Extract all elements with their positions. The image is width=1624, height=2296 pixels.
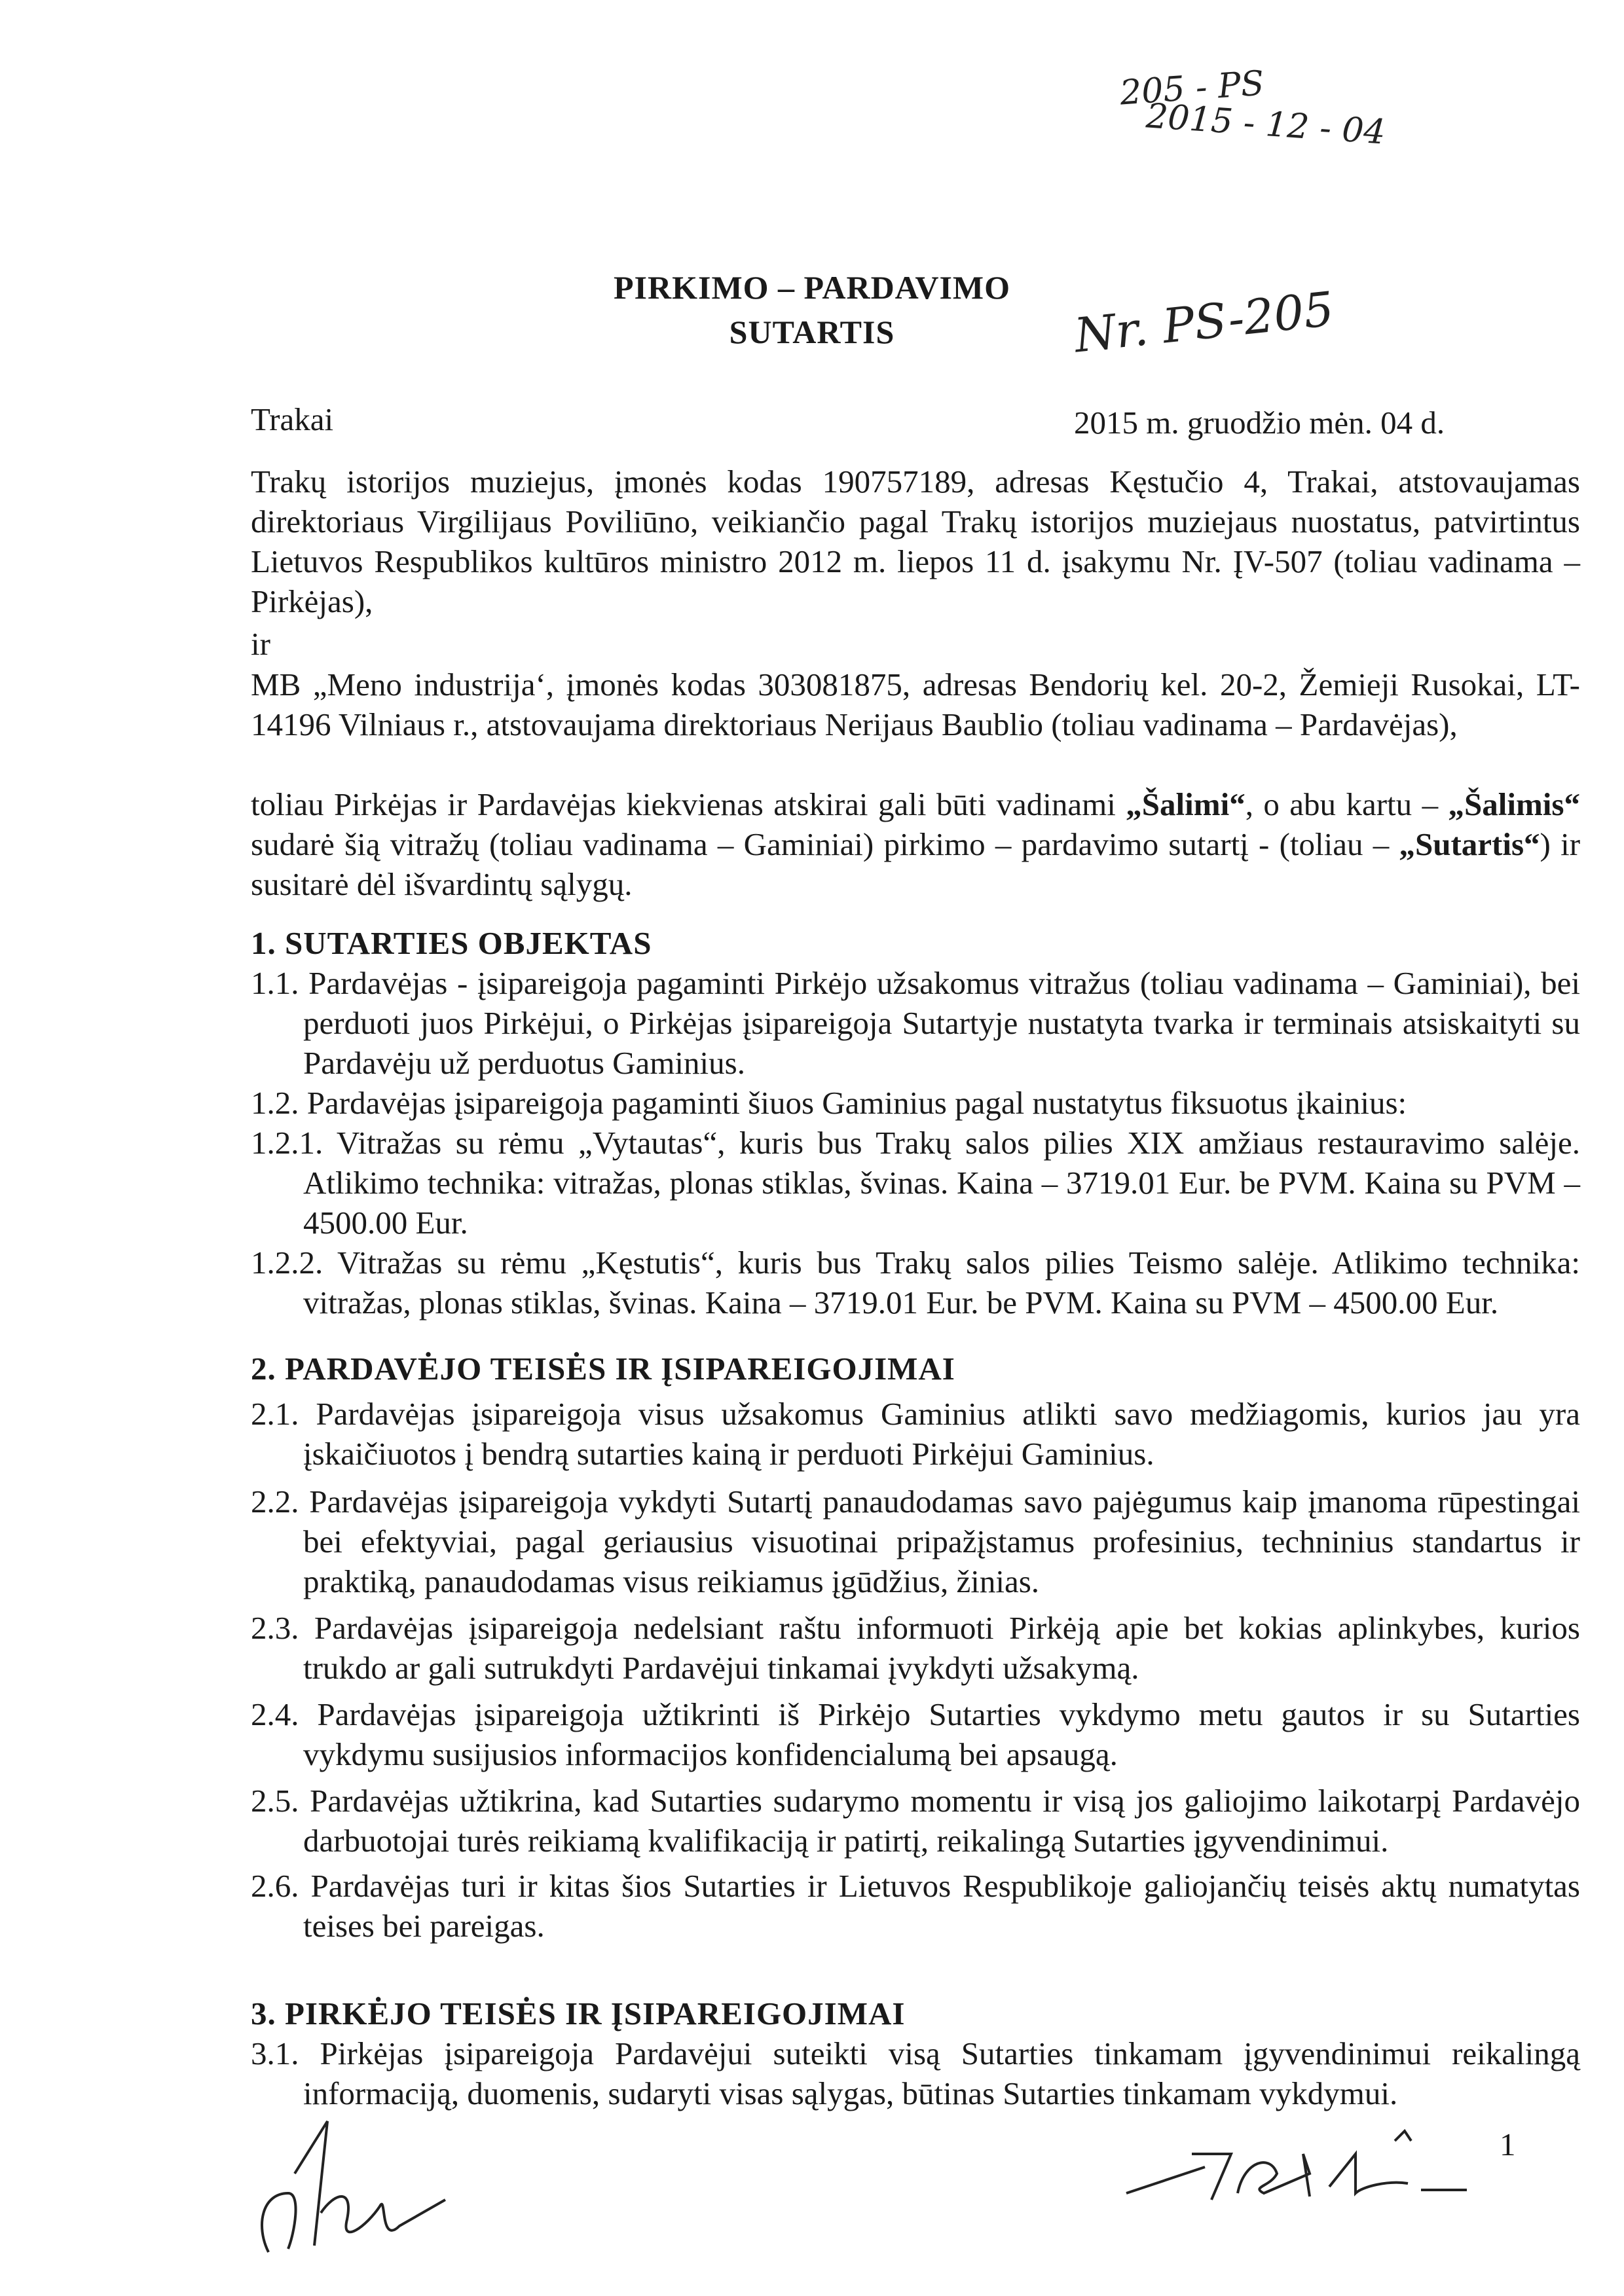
title-line-2: SUTARTIS	[729, 314, 895, 350]
section-heading: 2. PARDAVĖJO TEISĖS IR ĮSIPAREIGOJIMAI	[251, 1351, 955, 1387]
party-seller: MB „Meno industrija‘, įmonės kodas 303081875, adresas Bendorių kel. 20-2, Žemieji Rusokai, LT-14196 Vilniaus r., atstovaujama direktoriaus Nerijaus Baublio (toliau vadinama – Pardavėjas),	[251, 666, 1580, 742]
clause: 1.1. Pardavėjas - įsipareigoja pagaminti Pirkėjo užsakomus vitražus (toliau vadinama – Gaminiai), bei perduoti juos Pirkėjui, o Pirkėjas įsipareigoja Sutartyje nustatyta tvarka ir terminais atsiskaityti su Pardavėju už perduotus Gaminius.	[251, 965, 1580, 1081]
signature-seller	[1113, 2128, 1480, 2219]
clause: 1.2. Pardavėjas įsipareigoja pagaminti šiuos Gaminius pagal nustatytus fiksuotus įkainius:	[251, 1085, 1407, 1121]
clause: 2.6. Pardavėjas turi ir kitas šios Sutarties ir Lietuvos Respublikoje galiojančių teisės aktų numatytas teises bei pareigas.	[251, 1868, 1580, 1944]
intro-bold: „Sutartis“	[1399, 826, 1540, 862]
section-heading: 3. PIRKĖJO TEISĖS IR ĮSIPAREIGOJIMAI	[251, 1995, 906, 2032]
intro-text: , o abu kartu –	[1245, 786, 1449, 822]
and-conjunction: ir	[251, 626, 270, 662]
clause: 2.5. Pardavėjas užtikrina, kad Sutarties sudarymo momentu ir visą jos galiojimo laikotarpį Pardavėjo darbuotojai turės reikiamą kvalifikaciją ir patirtį, reikalingą Sutarties įgyvendinimui.	[251, 1783, 1580, 1859]
handwritten-registration-number: 205 - PS	[1118, 64, 1266, 113]
handwritten-registration-date: 2015 - 12 - 04	[1145, 96, 1387, 153]
handwritten-contract-number: Nr. PS-205	[1071, 281, 1337, 363]
clause: 2.2. Pardavėjas įsipareigoja vykdyti Sutartį panaudodamas savo pajėgumus kaip įmanoma rūpestingai bei efektyviai, pagal geriausius visuotinai pripažįstamus profesinius, techninius standartus ir praktiką, panaudodamas visus reikiamus įgūdžius, žinias.	[251, 1484, 1580, 1599]
section-2	[251, 1349, 1580, 1946]
clause: 2.3. Pardavėjas įsipareigoja nedelsiant raštu informuoti Pirkėją apie bet kokias aplinkybes, kurios trukdo ar gali sutrukdyti Pardavėjui tinkamai įvykdyti užsakymą.	[251, 1610, 1580, 1686]
clause: 2.1. Pardavėjas įsipareigoja visus užsakomus Gaminius atlikti savo medžiagomis, kurios jau yra įskaičiuotos į bendrą sutarties kainą ir perduoti Pirkėjui Gaminius.	[251, 1396, 1580, 1472]
intro-paragraph	[251, 784, 1580, 904]
clause: 1.2.2. Vitražas su rėmu „Kęstutis“, kuris bus Trakų salos pilies Teismo salėje. Atlikimo technika: vitražas, plonas stiklas, švinas. Kaina – 3719.01 Eur. be PVM. Kaina su PVM – 4500.00 Eur.	[251, 1245, 1580, 1321]
page-number: 1	[1500, 2126, 1516, 2162]
intro-bold: „Šalimi“	[1126, 786, 1246, 822]
intro-bold: „Šalimis“	[1448, 786, 1580, 822]
signature-buyer	[249, 2095, 485, 2265]
contract-date: 2015 m. gruodžio mėn. 04 d.	[1074, 405, 1445, 441]
clause: 3.1. Pirkėjas įsipareigoja Pardavėjui suteikti visą Sutarties tinkamam įgyvendinimui reikalingą informaciją, duomenis, sudaryti visas sąlygas, būtinas Sutarties tinkamam vykdymui.	[251, 2035, 1580, 2111]
clause: 1.2.1. Vitražas su rėmu „Vytautas“, kuris bus Trakų salos pilies XIX amžiaus restauravimo salėje. Atlikimo technika: vitražas, plonas stiklas, švinas. Kaina – 3719.01 Eur. be PVM. Kaina su PVM – 4500.00 Eur.	[251, 1125, 1580, 1241]
clause: 2.4. Pardavėjas įsipareigoja užtikrinti iš Pirkėjo Sutarties vykdymo metu gautos ir su Sutarties vykdymu susijusios informacijos konfidencialumą bei apsaugą.	[251, 1696, 1580, 1772]
section-heading: 1. SUTARTIES OBJEKTAS	[251, 925, 652, 961]
intro-text: ) ir susitarė dėl išvardintų sąlygų.	[251, 826, 1581, 902]
party-buyer: Trakų istorijos muziejus, įmonės kodas 190757189, adresas Kęstučio 4, Trakai, atstovaujamas direktoriaus Virgilijaus Poviliūno, veikiančio pagal Trakų istorijos muziejaus nuostatus, patvirtintus Lietuvos Respublikos kultūros ministro 2012 m. liepos 11 d. įsakymu Nr. ĮV-507 (toliau vadinama – Pirkėjas),	[251, 464, 1580, 619]
title-line-1: PIRKIMO – PARDAVIMO	[613, 269, 1010, 306]
section-1	[251, 923, 1580, 1322]
intro-text: sudarė šią vitražų (toliau vadinama – Gaminiai) pirkimo – pardavimo sutartį - (toliau –	[251, 826, 1399, 862]
intro-text: toliau Pirkėjas ir Pardavėjas kiekvienas atskirai gali būti vadinami	[251, 786, 1126, 822]
place: Trakai	[251, 401, 334, 437]
